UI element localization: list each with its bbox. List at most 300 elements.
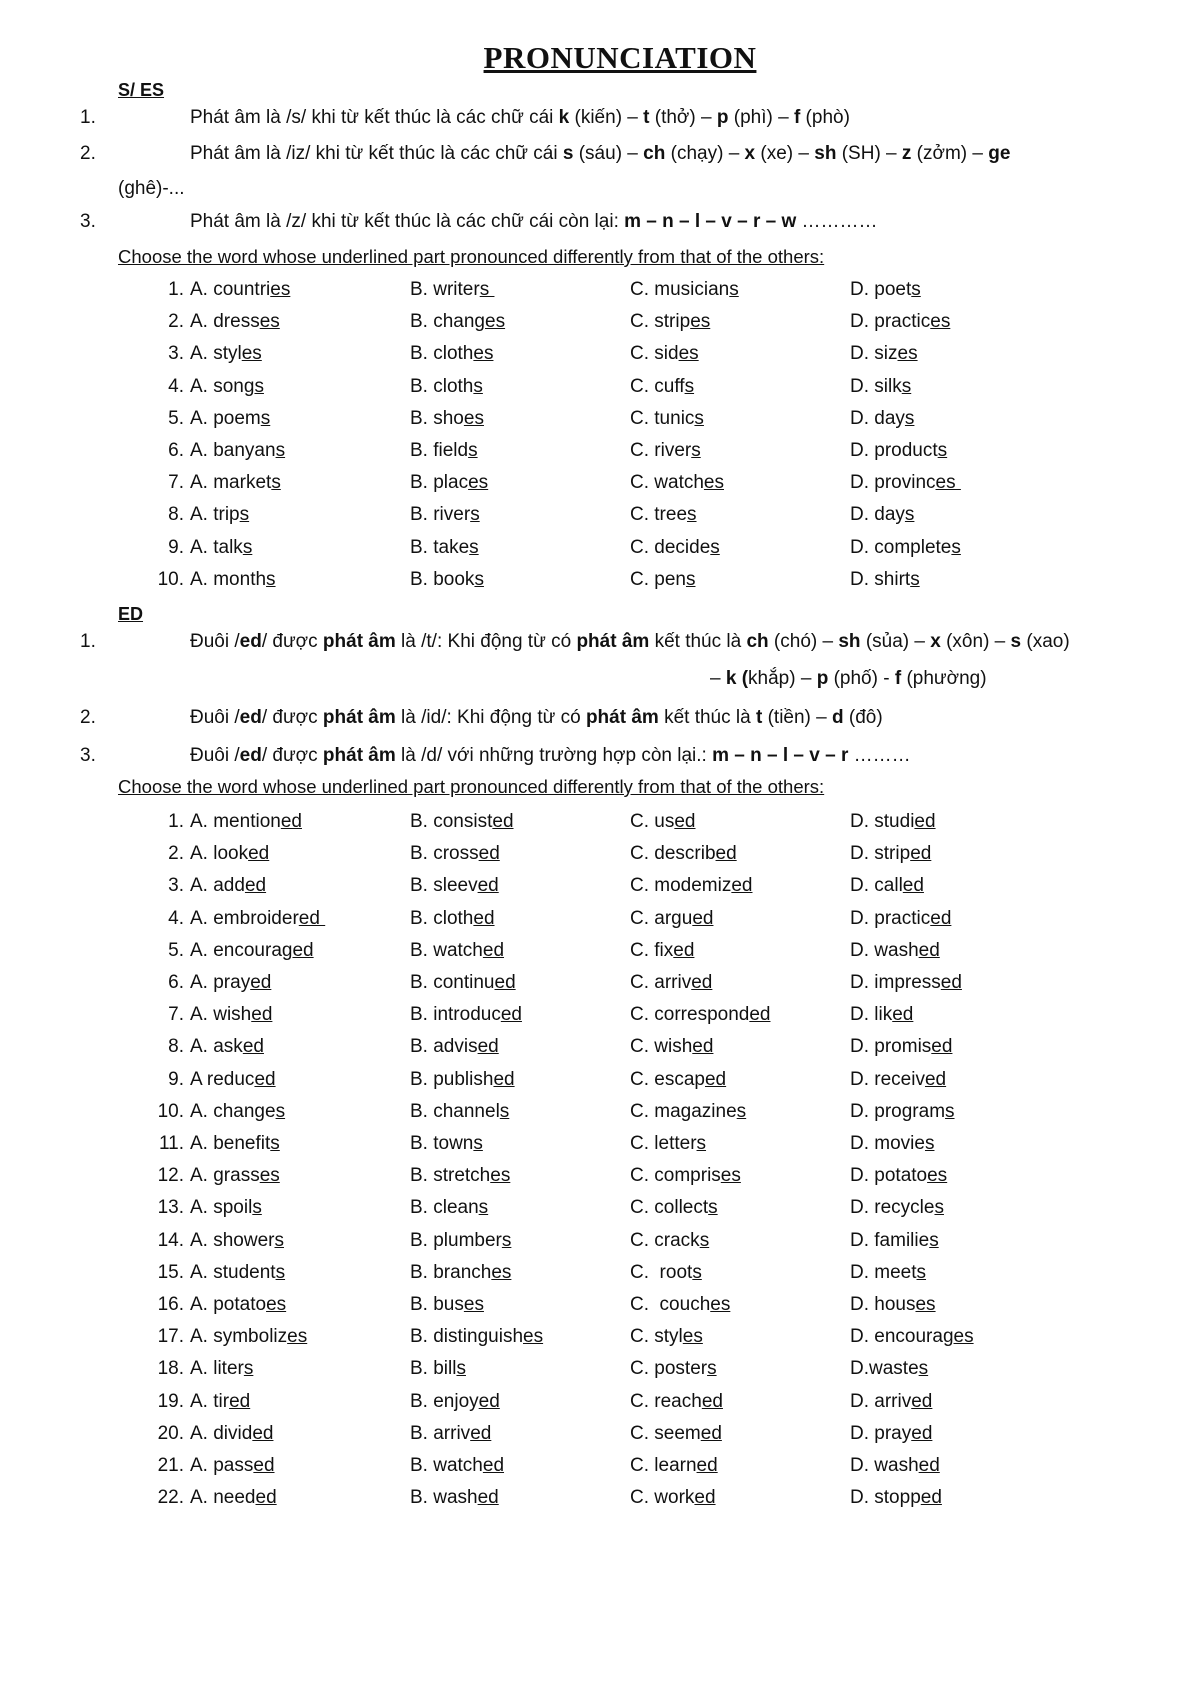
option-b bbox=[410, 274, 494, 306]
bold-run: f bbox=[793, 107, 801, 128]
option-a bbox=[190, 1321, 307, 1353]
option-c bbox=[630, 1225, 709, 1257]
option-c bbox=[630, 1482, 716, 1514]
option-c bbox=[630, 838, 737, 870]
bold-run: ed bbox=[239, 631, 262, 652]
option-d bbox=[850, 306, 950, 338]
option-word: A. song bbox=[190, 375, 255, 397]
text-run: (chạy) – bbox=[665, 143, 745, 164]
underlined-part: s bbox=[904, 407, 915, 429]
option-word: B. writer bbox=[410, 279, 480, 300]
option-d bbox=[850, 967, 962, 999]
question-row bbox=[0, 903, 1200, 935]
question-number: 19. bbox=[157, 1390, 184, 1412]
question-number: 1. bbox=[168, 811, 184, 832]
underlined-part: ed bbox=[673, 939, 695, 961]
text-run: – bbox=[710, 668, 726, 689]
underlined-part: ed bbox=[918, 1455, 940, 1476]
option-a bbox=[190, 274, 290, 306]
underlined-part: es bbox=[690, 311, 711, 333]
option-a bbox=[190, 1482, 277, 1514]
option-d bbox=[850, 1418, 932, 1450]
option-c bbox=[630, 564, 695, 596]
underlined-part: es bbox=[523, 1326, 544, 1348]
option-a bbox=[190, 403, 270, 435]
underlined-part: ed bbox=[902, 875, 924, 897]
option-b bbox=[410, 467, 488, 499]
option-b bbox=[410, 1225, 511, 1257]
option-c bbox=[630, 371, 694, 403]
option-a bbox=[190, 1289, 286, 1321]
question-row bbox=[0, 532, 1200, 564]
underlined-part: es bbox=[935, 472, 961, 494]
option-word: A. banyan bbox=[190, 440, 276, 461]
option-word: B. cross bbox=[410, 843, 479, 865]
option-d bbox=[850, 806, 936, 838]
underlined-part: s bbox=[685, 568, 696, 590]
question-row bbox=[0, 499, 1200, 531]
option-a bbox=[190, 1386, 250, 1418]
underlined-part: s bbox=[951, 536, 961, 558]
option-word: D. potato bbox=[850, 1165, 928, 1187]
underlined-part: s bbox=[275, 1261, 286, 1283]
s-rule-2-continuation: (ghê)-... bbox=[118, 178, 185, 199]
option-b bbox=[410, 1096, 509, 1128]
question-number: 2. bbox=[168, 843, 184, 865]
option-a bbox=[190, 1192, 262, 1224]
option-word: C. compris bbox=[630, 1165, 721, 1187]
underlined-part: ed bbox=[280, 811, 302, 832]
rule-number: 2. bbox=[80, 143, 96, 164]
option-word: D. movie bbox=[850, 1133, 925, 1154]
text-run: (xao) bbox=[1021, 631, 1070, 652]
bold-run: p bbox=[716, 107, 729, 128]
option-word: B. river bbox=[410, 504, 471, 526]
option-b bbox=[410, 564, 484, 596]
rule-number: 3. bbox=[80, 211, 96, 232]
underlined-part: s bbox=[473, 375, 483, 397]
text-run: là /t/: Khi động từ có bbox=[395, 631, 577, 652]
option-word: C. wish bbox=[630, 1036, 693, 1058]
option-b bbox=[410, 1289, 484, 1321]
option-word: D. receiv bbox=[850, 1068, 925, 1090]
option-word: A. potato bbox=[190, 1294, 267, 1315]
underlined-part: s bbox=[910, 568, 920, 590]
option-a bbox=[190, 435, 285, 467]
option-word: A. symboliz bbox=[190, 1326, 288, 1348]
rule-number: 1. bbox=[80, 107, 96, 128]
underlined-part: s bbox=[474, 568, 484, 590]
option-word: B. consist bbox=[410, 811, 493, 832]
option-c bbox=[630, 1160, 741, 1192]
question-row bbox=[0, 371, 1200, 403]
underlined-part: s bbox=[937, 440, 948, 461]
option-d bbox=[850, 1096, 955, 1128]
option-b bbox=[410, 403, 484, 435]
rule-number: 3. bbox=[80, 745, 96, 766]
text-run: Đuôi / bbox=[190, 745, 240, 766]
text-run: / được bbox=[261, 631, 323, 652]
underlined-part: s bbox=[708, 1197, 718, 1219]
option-d bbox=[850, 1353, 928, 1385]
bold-run: phát âm bbox=[322, 745, 396, 766]
option-b bbox=[410, 371, 483, 403]
option-word: C. reach bbox=[630, 1390, 702, 1412]
underlined-part: s bbox=[275, 1100, 286, 1122]
option-word: C. river bbox=[630, 440, 692, 461]
option-b bbox=[410, 935, 504, 967]
option-word: C. cuff bbox=[630, 375, 685, 397]
question-row bbox=[0, 1031, 1200, 1063]
option-word: C. escap bbox=[630, 1068, 705, 1090]
underlined-part: s bbox=[478, 1197, 489, 1219]
option-word: A. talk bbox=[190, 536, 243, 558]
option-word: B. publish bbox=[410, 1068, 494, 1090]
text-run: Đuôi / bbox=[190, 707, 240, 728]
option-word: A. tir bbox=[190, 1390, 230, 1412]
option-a bbox=[190, 903, 325, 935]
bold-run: z bbox=[901, 143, 912, 164]
underlined-part: s bbox=[239, 504, 250, 526]
option-word: D. encourag bbox=[850, 1326, 954, 1348]
question-row bbox=[0, 1128, 1200, 1160]
option-word: A. look bbox=[190, 843, 249, 865]
underlined-part: ed bbox=[918, 939, 940, 961]
option-c bbox=[630, 1031, 713, 1063]
option-a bbox=[190, 1257, 285, 1289]
question-number: 4. bbox=[168, 907, 184, 929]
text-run: (thở) – bbox=[649, 107, 717, 128]
text-run: Đuôi / bbox=[190, 631, 240, 652]
bold-run: k ( bbox=[725, 668, 749, 689]
text-run: (sáu) – bbox=[573, 143, 644, 164]
bold-run: s bbox=[562, 143, 574, 164]
option-d bbox=[850, 870, 924, 902]
underlined-part: es bbox=[927, 1165, 948, 1187]
option-b bbox=[410, 1353, 466, 1385]
underlined-part: s bbox=[924, 1133, 935, 1154]
section-heading-s-es: S/ ES bbox=[118, 80, 165, 100]
option-word: A. divid bbox=[190, 1422, 253, 1444]
option-word: C. poster bbox=[630, 1358, 708, 1380]
question-number: 13. bbox=[157, 1197, 184, 1219]
underlined-part: ed bbox=[700, 1422, 722, 1444]
rule-number: 2. bbox=[80, 707, 96, 728]
option-word: D. hous bbox=[850, 1294, 916, 1315]
option-d bbox=[850, 1192, 944, 1224]
option-b bbox=[410, 1160, 510, 1192]
option-word: C. letter bbox=[630, 1133, 697, 1154]
option-d bbox=[850, 935, 940, 967]
option-word: C. sid bbox=[630, 343, 679, 365]
option-word: B. wash bbox=[410, 1487, 478, 1509]
option-word: A. need bbox=[190, 1487, 256, 1509]
option-a bbox=[190, 1418, 273, 1450]
option-b bbox=[410, 806, 514, 838]
underlined-part: ed bbox=[470, 1422, 492, 1444]
bold-run: ge bbox=[988, 143, 1011, 164]
option-word: C. tunic bbox=[630, 407, 695, 429]
text-run: (chó) – bbox=[768, 631, 839, 652]
option-d bbox=[850, 435, 947, 467]
underlined-part: s bbox=[252, 1197, 262, 1219]
option-b bbox=[410, 499, 480, 531]
question-number: 10. bbox=[157, 1100, 184, 1122]
option-c bbox=[630, 403, 704, 435]
question-row bbox=[0, 1257, 1200, 1289]
bold-run: d bbox=[832, 707, 844, 728]
ed-rule-1-continuation bbox=[710, 668, 987, 690]
option-word: D. strip bbox=[850, 843, 911, 865]
option-c bbox=[630, 435, 701, 467]
underlined-part: ed bbox=[244, 875, 267, 897]
option-c bbox=[630, 1386, 723, 1418]
option-word: C. fix bbox=[630, 939, 674, 961]
option-a bbox=[190, 1353, 253, 1385]
underlined-part: es bbox=[703, 472, 724, 494]
underlined-part: s bbox=[911, 279, 921, 300]
ed-instruction: Choose the word whose underlined part pronounced differently from that of the others: bbox=[118, 776, 825, 797]
option-word: A. shower bbox=[190, 1229, 275, 1251]
option-word: D. program bbox=[850, 1100, 946, 1122]
question-number: 7. bbox=[168, 1004, 184, 1026]
option-word: A. pass bbox=[190, 1455, 254, 1476]
option-d bbox=[850, 1321, 974, 1353]
text-run: (xe) – bbox=[755, 143, 815, 164]
underlined-part: s bbox=[710, 536, 720, 558]
option-c bbox=[630, 903, 713, 935]
question-number: 21. bbox=[157, 1455, 184, 1476]
underlined-part: ed bbox=[911, 1390, 933, 1412]
option-a bbox=[190, 499, 249, 531]
option-d bbox=[850, 274, 921, 306]
option-word: B. town bbox=[410, 1133, 474, 1154]
text-run: (tiền) – bbox=[762, 707, 833, 728]
underlined-part: s bbox=[691, 440, 701, 461]
option-word: C. strip bbox=[630, 311, 691, 333]
question-row bbox=[0, 1289, 1200, 1321]
option-word: D. silk bbox=[850, 375, 902, 397]
bold-run: ed bbox=[239, 707, 262, 728]
option-word: B. cloth bbox=[410, 343, 474, 365]
underlined-part: ed bbox=[482, 939, 505, 961]
question-number: 10. bbox=[157, 568, 184, 590]
option-word: D. impress bbox=[850, 972, 941, 993]
underlined-part: es bbox=[930, 311, 951, 333]
underlined-part: s bbox=[904, 504, 915, 526]
underlined-part: ed bbox=[692, 907, 714, 929]
option-a bbox=[190, 935, 314, 967]
underlined-part: ed bbox=[931, 1036, 953, 1058]
option-word: D. studi bbox=[850, 811, 915, 832]
underlined-part: s bbox=[270, 1133, 280, 1154]
option-d bbox=[850, 838, 931, 870]
underlined-part: s bbox=[254, 375, 264, 397]
option-word: A reduc bbox=[190, 1068, 255, 1090]
option-b bbox=[410, 1257, 511, 1289]
option-a bbox=[190, 870, 266, 902]
underlined-part: ed bbox=[248, 843, 270, 865]
text-run: (phường) bbox=[901, 668, 987, 689]
underlined-part: es bbox=[270, 279, 291, 300]
underlined-part: s bbox=[275, 440, 286, 461]
option-word: C. crack bbox=[630, 1229, 700, 1251]
underlined-part: s bbox=[696, 1133, 707, 1154]
underlined-part: es bbox=[259, 1165, 280, 1187]
option-b bbox=[410, 1450, 504, 1482]
option-word: D. shirt bbox=[850, 568, 911, 590]
option-a bbox=[190, 371, 264, 403]
underlined-part: s bbox=[242, 536, 253, 558]
option-word: D. practic bbox=[850, 907, 931, 929]
option-d bbox=[850, 1450, 940, 1482]
question-number: 8. bbox=[168, 1036, 184, 1058]
question-row bbox=[0, 935, 1200, 967]
option-word: C. root bbox=[630, 1261, 693, 1283]
question-number: 17. bbox=[157, 1326, 184, 1348]
option-word: B. stretch bbox=[410, 1165, 491, 1187]
underlined-part: ed bbox=[493, 1068, 515, 1090]
option-a bbox=[190, 1096, 285, 1128]
underlined-part: ed bbox=[477, 1487, 499, 1509]
option-word: B. branch bbox=[410, 1261, 492, 1283]
question-number: 6. bbox=[168, 972, 184, 993]
option-d bbox=[850, 903, 951, 935]
bold-run: phát âm bbox=[322, 707, 396, 728]
option-d bbox=[850, 1482, 942, 1514]
option-word: B. continu bbox=[410, 972, 495, 993]
option-c bbox=[630, 1257, 702, 1289]
text-run: (SH) – bbox=[836, 143, 902, 164]
option-d bbox=[850, 999, 913, 1031]
option-word: A. mention bbox=[190, 811, 281, 832]
underlined-part: ed bbox=[252, 1422, 274, 1444]
option-d bbox=[850, 1289, 936, 1321]
text-run: ……… bbox=[848, 745, 911, 766]
option-word: A. dress bbox=[190, 311, 260, 333]
option-d bbox=[850, 1128, 934, 1160]
underlined-part: ed bbox=[255, 1487, 277, 1509]
option-c bbox=[630, 1321, 703, 1353]
option-d bbox=[850, 532, 961, 564]
option-b bbox=[410, 1418, 491, 1450]
question-number: 20. bbox=[157, 1422, 184, 1444]
underlined-part: s bbox=[243, 1358, 254, 1380]
option-word: D. recycle bbox=[850, 1197, 935, 1219]
underlined-part: ed bbox=[477, 1036, 499, 1058]
rule-number: 1. bbox=[80, 631, 96, 652]
question-number: 9. bbox=[168, 536, 184, 558]
option-word: A. encourag bbox=[190, 939, 293, 961]
text-run: Phát âm là /z/ khi từ kết thúc là các chữ cái còn lại: bbox=[190, 211, 625, 232]
underlined-part: ed bbox=[478, 843, 500, 865]
bold-run: x bbox=[744, 143, 756, 164]
option-word: D. day bbox=[850, 407, 905, 429]
bold-run: f bbox=[894, 668, 902, 689]
option-a bbox=[190, 967, 271, 999]
option-c bbox=[630, 999, 770, 1031]
option-a bbox=[190, 338, 262, 370]
option-a bbox=[190, 806, 302, 838]
option-a bbox=[190, 1225, 284, 1257]
option-d bbox=[850, 499, 914, 531]
question-number: 15. bbox=[157, 1261, 184, 1283]
underlined-part: ed bbox=[692, 1036, 714, 1058]
option-a bbox=[190, 467, 281, 499]
option-word: A. market bbox=[190, 472, 272, 494]
option-c bbox=[630, 870, 753, 902]
option-c bbox=[630, 1418, 722, 1450]
question-number: 3. bbox=[168, 875, 184, 897]
option-d bbox=[850, 1386, 932, 1418]
underlined-part: s bbox=[470, 504, 480, 526]
question-row bbox=[0, 999, 1200, 1031]
question-row bbox=[0, 338, 1200, 370]
option-word: A. grass bbox=[190, 1165, 260, 1187]
option-word: B. book bbox=[410, 568, 475, 590]
option-a bbox=[190, 1031, 264, 1063]
question-number: 2. bbox=[168, 311, 184, 333]
underlined-part: es bbox=[266, 1294, 287, 1315]
underlined-part: s bbox=[729, 279, 739, 300]
option-word: C. correspond bbox=[630, 1004, 750, 1026]
option-c bbox=[630, 1450, 718, 1482]
underlined-part: s bbox=[499, 1100, 510, 1122]
bold-run: sh bbox=[814, 143, 837, 164]
question-number: 16. bbox=[157, 1294, 184, 1315]
question-number: 12. bbox=[157, 1165, 184, 1187]
option-word: C. work bbox=[630, 1487, 695, 1509]
bold-run: phát âm bbox=[585, 707, 659, 728]
text-run: (phố) - bbox=[828, 668, 895, 689]
option-d bbox=[850, 1064, 946, 1096]
bold-run: ed bbox=[239, 745, 262, 766]
option-word: B. sho bbox=[410, 407, 464, 429]
underlined-part: s bbox=[699, 1229, 710, 1251]
text-run: (phì) – bbox=[728, 107, 794, 128]
option-word: B. field bbox=[410, 440, 469, 461]
option-word: D. wash bbox=[850, 1455, 919, 1476]
option-b bbox=[410, 1321, 543, 1353]
rule-text bbox=[190, 204, 878, 240]
underlined-part: ed bbox=[478, 1390, 500, 1412]
option-word: D. provinc bbox=[850, 472, 936, 494]
option-d bbox=[850, 467, 961, 499]
text-run: (sủa) – bbox=[860, 631, 931, 652]
underlined-part: es bbox=[287, 1326, 308, 1348]
text-run: (đô) bbox=[843, 707, 883, 728]
option-c bbox=[630, 1289, 730, 1321]
underlined-part: ed bbox=[701, 1390, 723, 1412]
question-row bbox=[0, 1482, 1200, 1514]
underlined-part: s bbox=[469, 536, 479, 558]
option-word: C. argu bbox=[630, 907, 693, 929]
option-word: C. learn bbox=[630, 1455, 697, 1476]
option-word: C. arriv bbox=[630, 972, 692, 993]
underlined-part: ed bbox=[494, 972, 516, 993]
underlined-part: ed bbox=[911, 1422, 933, 1444]
underlined-part: es bbox=[682, 1326, 703, 1348]
option-word: B. cloth bbox=[410, 907, 474, 929]
underlined-part: ed bbox=[749, 1004, 771, 1026]
option-b bbox=[410, 1031, 499, 1063]
option-d bbox=[850, 1160, 947, 1192]
bold-run: m – n – l – v – r bbox=[712, 745, 849, 766]
rule-text bbox=[190, 136, 1010, 172]
question-row bbox=[0, 870, 1200, 902]
question-row bbox=[0, 1386, 1200, 1418]
underlined-part: s bbox=[934, 1197, 944, 1219]
